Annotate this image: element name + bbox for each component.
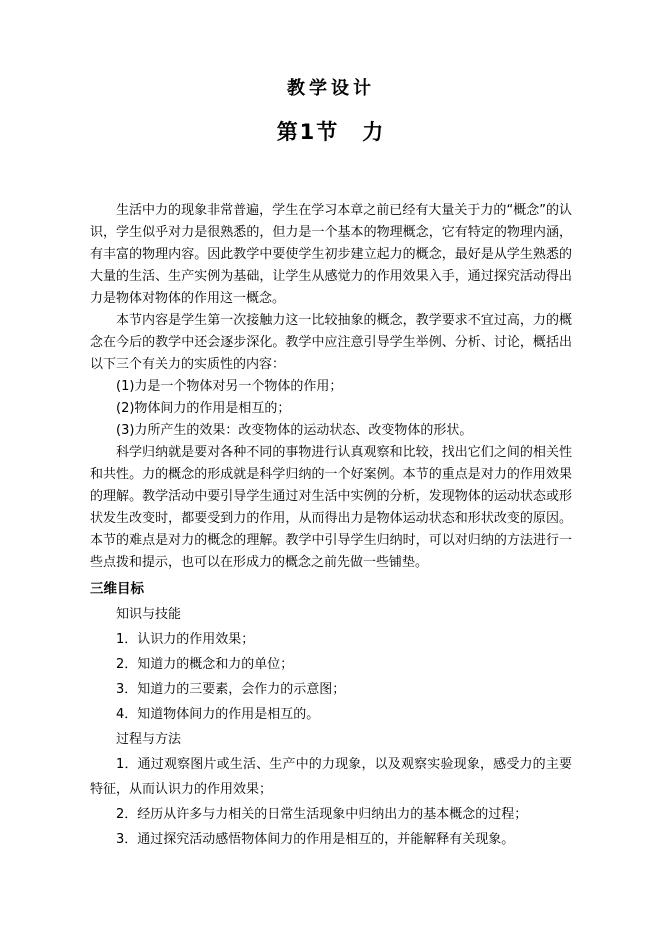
- process-item-3: 3．通过探究活动感悟物体间力的作用是相互的，并能解释有关现象。: [116, 832, 515, 847]
- knowledge-item-2: 2．知道力的概念和力的单位；: [116, 657, 294, 672]
- intro-paragraph-1: 生活中力的现象非常普遍，学生在学习本章之前已经有大量关于力的“概念”的认识，学生似乎对力是很熟悉的，但力是一个基本的物理概念，它有特定的物理内涵，有丰富的物理内容。因此教学中要使学生初步建立起力的概念，最好是从学生熟悉的大量的生活、生产实例为基础，让学生从感觉力的作用效果入手，通过探究活动得出力是物体对物体的作用这一概念。: [90, 203, 572, 306]
- objectives-heading: 三维目标: [90, 581, 144, 597]
- knowledge-item-1: 1．认识力的作用效果；: [116, 632, 255, 647]
- knowledge-item-3: 3．知道力的三要素，会作力的示意图；: [116, 682, 346, 697]
- knowledge-skills-heading: 知识与技能: [116, 607, 182, 622]
- objectives-section: [90, 602, 572, 852]
- intro-paragraph-2: 本节内容是学生第一次接触力这一比较抽象的概念，教学要求不宜过高，力的概念在今后的教学中还会逐步深化。教学中应注意引导学生举例、分析、讨论，概括出以下三个有关力的实质性的内容：: [90, 313, 572, 372]
- knowledge-item-4: 4．知道物体间力的作用是相互的。: [116, 707, 320, 722]
- process-methods-heading: 过程与方法: [116, 732, 182, 747]
- analysis-paragraph: 科学归纳就是要对各种不同的事物进行认真观察和比较，找出它们之间的相关性和共性。力的概念的形成就是科学归纳的一个好案例。本节的重点是对力的作用效果的理解。教学活动中要引导学生通过对生活中实例的分析，发现物体的运动状态或形状发生改变时，都要受到力的作用，从而得出力是物体运动状态和形状改变的原因。本节的难点是对力的概念的理解。教学中引导学生归纳时，可以对归纳的方法进行一些点拨和提示，也可以在形成力的概念之前先做一些铺垫。: [90, 445, 572, 570]
- section-title: 第1节 力: [276, 120, 386, 144]
- process-item-2: 2．经历从许多与力相关的日常生活现象中归纳出力的基本概念的过程；: [116, 807, 528, 822]
- document-title: 教学设计: [287, 78, 375, 99]
- force-point-2: (2)物体间力的作用是相互的；: [116, 401, 291, 416]
- process-item-1: 1．通过观察图片或生活、生产中的力现象，以及观察实验现象，感受力的主要特征，从而认识力的作用效果；: [90, 757, 572, 797]
- force-point-3: (3)力所产生的效果：改变物体的运动状态、改变物体的形状。: [116, 423, 473, 438]
- force-point-1: (1)力是一个物体对另一个物体的作用；: [116, 379, 343, 394]
